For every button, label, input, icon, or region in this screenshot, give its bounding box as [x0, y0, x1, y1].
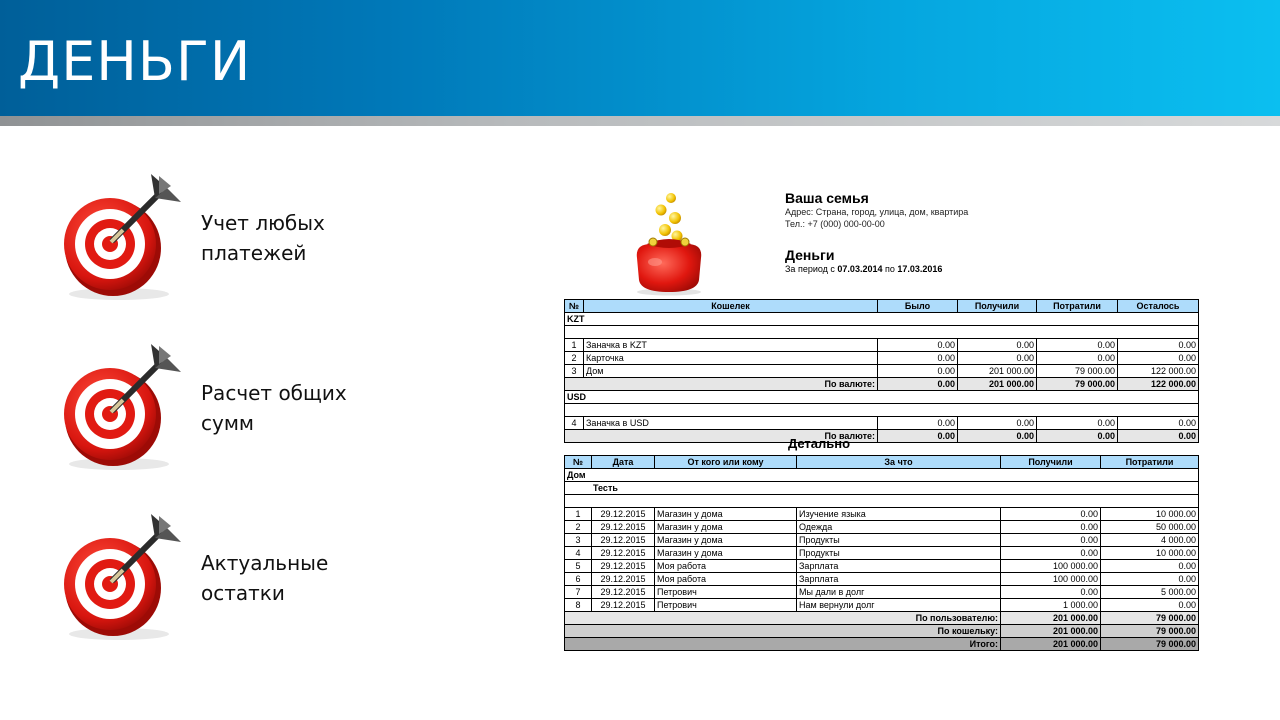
- period-prefix: За период с: [785, 264, 838, 274]
- cell: 201 000.00: [1001, 638, 1101, 651]
- currency-group-row: [565, 313, 1199, 326]
- cell: 29.12.2015: [592, 573, 655, 586]
- total-label: По пользователю:: [565, 612, 1001, 625]
- feature-line: Учет любых: [201, 211, 325, 235]
- total-label: Итого:: [565, 638, 1001, 651]
- cell: 79 000.00: [1101, 625, 1199, 638]
- feature-line: платежей: [201, 241, 307, 265]
- cell: 0.00: [1001, 508, 1101, 521]
- summary-table: [564, 299, 1199, 443]
- cell: 0.00: [1037, 430, 1118, 443]
- feature-payments: [55, 168, 385, 308]
- cell: 5: [565, 560, 592, 573]
- money-purse-icon: [629, 188, 709, 296]
- feature-text: [201, 378, 347, 438]
- cell: Зарплата: [797, 573, 1001, 586]
- cell: 0.00: [1037, 417, 1118, 430]
- col-header: За что: [797, 456, 1001, 469]
- cell: Заначка в KZT: [584, 339, 878, 352]
- spacer-row: [565, 495, 1199, 508]
- table-row: [565, 521, 1199, 534]
- col-header: №: [565, 456, 592, 469]
- cell: 0.00: [958, 352, 1037, 365]
- total-label: По кошельку:: [565, 625, 1001, 638]
- spacer-row: [565, 404, 1199, 417]
- organization-phone: Тел.: +7 (000) 000-00-00: [785, 219, 885, 229]
- cell: 4 000.00: [1101, 534, 1199, 547]
- cell: 0.00: [1118, 339, 1199, 352]
- feature-line: Расчет общих: [201, 381, 347, 405]
- feature-line: сумм: [201, 411, 255, 435]
- feature-line: остатки: [201, 581, 285, 605]
- cell: 201 000.00: [1001, 625, 1101, 638]
- detail-caption: Детально: [787, 436, 851, 451]
- cell: 0.00: [958, 430, 1037, 443]
- cell: 8: [565, 599, 592, 612]
- report-title: Деньги: [785, 247, 835, 263]
- dart-target-icon: [55, 508, 190, 643]
- cell: 0.00: [1101, 573, 1199, 586]
- table-row: [565, 547, 1199, 560]
- col-header: Кошелек: [584, 300, 878, 313]
- detail-header-row: [565, 456, 1199, 469]
- cell: 50 000.00: [1101, 521, 1199, 534]
- cell: Изучение языка: [797, 508, 1001, 521]
- user-label: Тесть: [565, 482, 1199, 495]
- table-row: [565, 573, 1199, 586]
- summary-header-row: [565, 300, 1199, 313]
- cell: 201 000.00: [958, 378, 1037, 391]
- cell: 2: [565, 352, 584, 365]
- cell: 79 000.00: [1037, 365, 1118, 378]
- cell: 0.00: [878, 430, 958, 443]
- cell: 7: [565, 586, 592, 599]
- col-header: Получили: [958, 300, 1037, 313]
- wallet-label: Дом: [565, 469, 1199, 482]
- cell: Магазин у дома: [655, 534, 797, 547]
- cell: Карточка: [584, 352, 878, 365]
- cell: 79 000.00: [1101, 612, 1199, 625]
- cell: 79 000.00: [1101, 638, 1199, 651]
- table-row: [565, 560, 1199, 573]
- cell: Дом: [584, 365, 878, 378]
- col-header: От кого или кому: [655, 456, 797, 469]
- cell: Зарплата: [797, 560, 1001, 573]
- cell: 0.00: [958, 339, 1037, 352]
- cell: Магазин у дома: [655, 508, 797, 521]
- col-header: Получили: [1001, 456, 1101, 469]
- table-row: [565, 599, 1199, 612]
- subtotal-label: По валюте:: [565, 378, 878, 391]
- cell: 0.00: [1037, 339, 1118, 352]
- period-from: 07.03.2014: [837, 264, 883, 274]
- feature-balances: [55, 508, 385, 648]
- cell: 2: [565, 521, 592, 534]
- col-header: Дата: [592, 456, 655, 469]
- money-report: [563, 180, 1199, 650]
- cell: 10 000.00: [1101, 508, 1199, 521]
- subtotal-row: [565, 378, 1199, 391]
- dart-target-icon: [55, 168, 190, 303]
- cell: Мы дали в долг: [797, 586, 1001, 599]
- cell: 29.12.2015: [592, 599, 655, 612]
- cell: 0.00: [1001, 586, 1101, 599]
- cell: 29.12.2015: [592, 586, 655, 599]
- spacer-row: [565, 326, 1199, 339]
- cell: 79 000.00: [1037, 378, 1118, 391]
- cell: 201 000.00: [1001, 612, 1101, 625]
- cell: Моя работа: [655, 560, 797, 573]
- detail-table: [564, 455, 1199, 651]
- cell: 0.00: [1001, 521, 1101, 534]
- period-mid: по: [882, 264, 898, 274]
- cell: 0.00: [1001, 547, 1101, 560]
- total-row: [565, 625, 1199, 638]
- cell: 0.00: [878, 365, 958, 378]
- cell: 6: [565, 573, 592, 586]
- cell: 0.00: [1118, 417, 1199, 430]
- cell: 29.12.2015: [592, 521, 655, 534]
- currency-group-row: [565, 391, 1199, 404]
- cell: Магазин у дома: [655, 547, 797, 560]
- table-row: [565, 508, 1199, 521]
- cell: Одежда: [797, 521, 1001, 534]
- cell: 4: [565, 417, 584, 430]
- slide-title: ДЕНЬГИ: [18, 30, 252, 93]
- organization-name: Ваша семья: [785, 190, 869, 206]
- cell: 29.12.2015: [592, 508, 655, 521]
- cell: 201 000.00: [958, 365, 1037, 378]
- currency-label: KZT: [565, 313, 1199, 326]
- cell: 0.00: [1037, 352, 1118, 365]
- col-header: Осталось: [1118, 300, 1199, 313]
- subtotal-label: По валюте:: [565, 430, 878, 443]
- cell: Заначка в USD: [584, 417, 878, 430]
- header-divider: [0, 116, 1280, 126]
- period-to: 17.03.2016: [897, 264, 943, 274]
- cell: 29.12.2015: [592, 560, 655, 573]
- cell: 0.00: [878, 378, 958, 391]
- feature-text: [201, 548, 328, 608]
- col-header: Потратили: [1101, 456, 1199, 469]
- cell: 0.00: [958, 417, 1037, 430]
- cell: 29.12.2015: [592, 547, 655, 560]
- slide-header: [0, 0, 1280, 116]
- cell: 0.00: [878, 417, 958, 430]
- cell: 0.00: [1101, 599, 1199, 612]
- cell: Магазин у дома: [655, 521, 797, 534]
- table-row: [565, 339, 1199, 352]
- cell: 1 000.00: [1001, 599, 1101, 612]
- col-header: Было: [878, 300, 958, 313]
- feature-totals: [55, 338, 385, 478]
- cell: 100 000.00: [1001, 573, 1101, 586]
- total-row: [565, 638, 1199, 651]
- table-row: [565, 352, 1199, 365]
- cell: 29.12.2015: [592, 534, 655, 547]
- cell: 10 000.00: [1101, 547, 1199, 560]
- organization-block: [785, 190, 1145, 230]
- cell: 5 000.00: [1101, 586, 1199, 599]
- cell: 3: [565, 365, 584, 378]
- feature-line: Актуальные: [201, 551, 329, 575]
- table-row: [565, 534, 1199, 547]
- cell: 0.00: [1001, 534, 1101, 547]
- col-header: Потратили: [1037, 300, 1118, 313]
- cell: 122 000.00: [1118, 378, 1199, 391]
- user-group-row: [565, 482, 1199, 495]
- dart-target-icon: [55, 338, 190, 473]
- cell: Продукты: [797, 534, 1001, 547]
- cell: Продукты: [797, 547, 1001, 560]
- cell: Петрович: [655, 586, 797, 599]
- cell: 122 000.00: [1118, 365, 1199, 378]
- cell: Нам вернули долг: [797, 599, 1001, 612]
- table-row: [565, 417, 1199, 430]
- currency-label: USD: [565, 391, 1199, 404]
- cell: 0.00: [1118, 430, 1199, 443]
- wallet-group-row: [565, 469, 1199, 482]
- cell: 0.00: [1118, 352, 1199, 365]
- cell: 4: [565, 547, 592, 560]
- col-header: №: [565, 300, 584, 313]
- table-row: [565, 365, 1199, 378]
- cell: 3: [565, 534, 592, 547]
- table-row: [565, 586, 1199, 599]
- feature-text: [201, 208, 325, 268]
- cell: Моя работа: [655, 573, 797, 586]
- cell: 1: [565, 339, 584, 352]
- cell: 0.00: [1101, 560, 1199, 573]
- cell: 100 000.00: [1001, 560, 1101, 573]
- cell: 0.00: [878, 352, 958, 365]
- cell: 0.00: [878, 339, 958, 352]
- report-period: [785, 264, 942, 274]
- total-row: [565, 612, 1199, 625]
- cell: 1: [565, 508, 592, 521]
- cell: Петрович: [655, 599, 797, 612]
- organization-address: Адрес: Страна, город, улица, дом, квартира: [785, 207, 969, 217]
